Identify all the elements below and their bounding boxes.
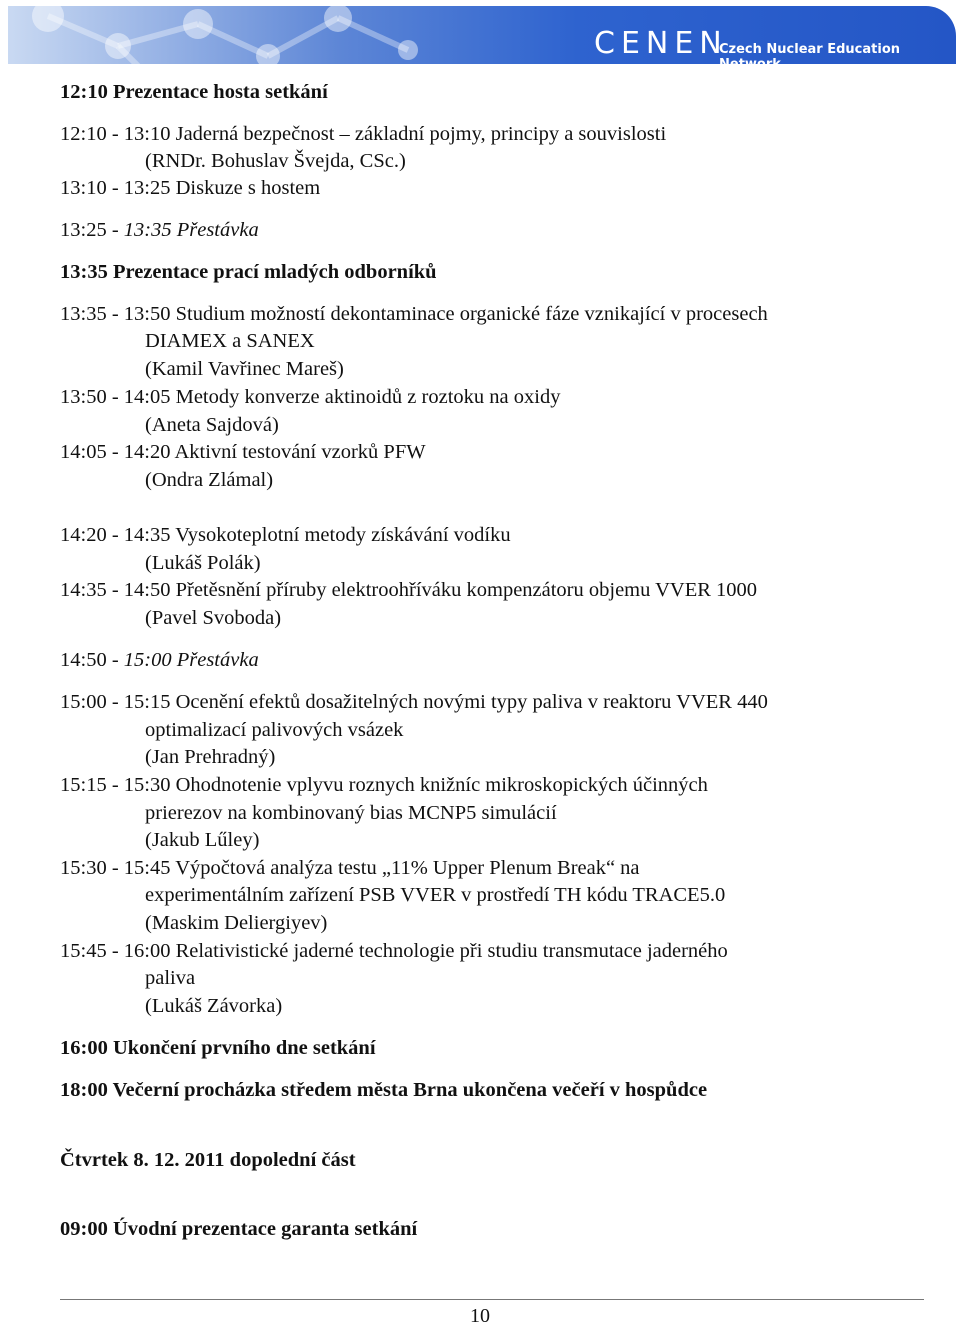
presenter: (Kamil Vavřinec Mareš)	[145, 358, 344, 380]
program-item: 13:35 - 13:50 Studium možností dekontaminace organické fáze vznikající v procesech	[60, 303, 768, 325]
presenter: (Pavel Svoboda)	[145, 607, 282, 629]
header-tagline: Czech Nuclear Education Network	[719, 42, 901, 72]
program-item: 12:10 - 13:10 Jaderná bezpečnost – základní pojmy, principy a souvislosti	[60, 123, 667, 145]
presenter: (Lukáš Polák)	[145, 552, 261, 574]
break-item: 13:25 - 13:35 Přestávka	[60, 219, 259, 241]
presenter: (Lukáš Závorka)	[145, 995, 283, 1017]
day-heading: Čtvrtek 8. 12. 2011 dopolední část	[60, 1149, 356, 1171]
molecule-graphic	[8, 6, 568, 64]
program-item: 14:20 - 14:35 Vysokoteplotní metody získávání vodíku	[60, 524, 511, 546]
program-heading: 18:00 Večerní procházka středem města Brna ukončena večeří v hospůdce	[60, 1079, 708, 1101]
presenter: (Aneta Sajdová)	[145, 414, 279, 436]
program-item: 15:00 - 15:15 Ocenění efektů dosažitelných novými typy paliva v reaktoru VVER 440	[60, 691, 768, 713]
cenen-logo-text: CENEN	[594, 26, 728, 61]
program-item: 15:30 - 15:45 Výpočtová analýza testu „11% Upper Plenum Break“ na	[60, 857, 640, 879]
program-item-continuation: DIAMEX a SANEX	[145, 330, 315, 352]
presenter: (Jakub Lűley)	[145, 829, 260, 851]
program-item-continuation: optimalizací palivových vsázek	[145, 719, 404, 741]
program-item: 14:05 - 14:20 Aktivní testování vzorků PFW	[60, 441, 426, 463]
header-banner	[8, 6, 956, 72]
program-item-continuation: prierezov na kombinovaný bias MCNP5 simulácií	[145, 802, 557, 824]
program-item: 13:10 - 13:25 Diskuze s hostem	[60, 177, 321, 199]
program-heading: 13:35 Prezentace prací mladých odborníků	[60, 261, 437, 283]
program-item: 13:50 - 14:05 Metody konverze aktinoidů z roztoku na oxidy	[60, 386, 561, 408]
presenter: (Maskim Deliergiyev)	[145, 912, 328, 934]
program-heading: 16:00 Ukončení prvního dne setkání	[60, 1037, 376, 1059]
presenter: (Ondra Zlámal)	[145, 469, 274, 491]
program-heading: 09:00 Úvodní prezentace garanta setkání	[60, 1218, 418, 1240]
presenter: (Jan Prehradný)	[145, 746, 276, 768]
footer-rule	[60, 1299, 924, 1300]
program-heading: 12:10 Prezentace hosta setkání	[60, 81, 328, 103]
break-item: 14:50 - 15:00 Přestávka	[60, 649, 259, 671]
program-item: 15:15 - 15:30 Ohodnotenie vplyvu roznych knižníc mikroskopických účinných	[60, 774, 708, 796]
program-item: 15:45 - 16:00 Relativistické jaderné technologie při studiu transmutace jaderného	[60, 940, 728, 962]
program-item: 14:35 - 14:50 Přetěsnění příruby elektroohříváku kompenzátoru objemu VVER 1000	[60, 579, 758, 601]
program-item-continuation: paliva	[145, 967, 196, 989]
page-number: 10	[470, 1305, 490, 1327]
program-item-continuation: experimentálním zařízení PSB VVER v prostředí TH kódu TRACE5.0	[145, 884, 726, 906]
presenter: (RNDr. Bohuslav Švejda, CSc.)	[145, 150, 406, 172]
